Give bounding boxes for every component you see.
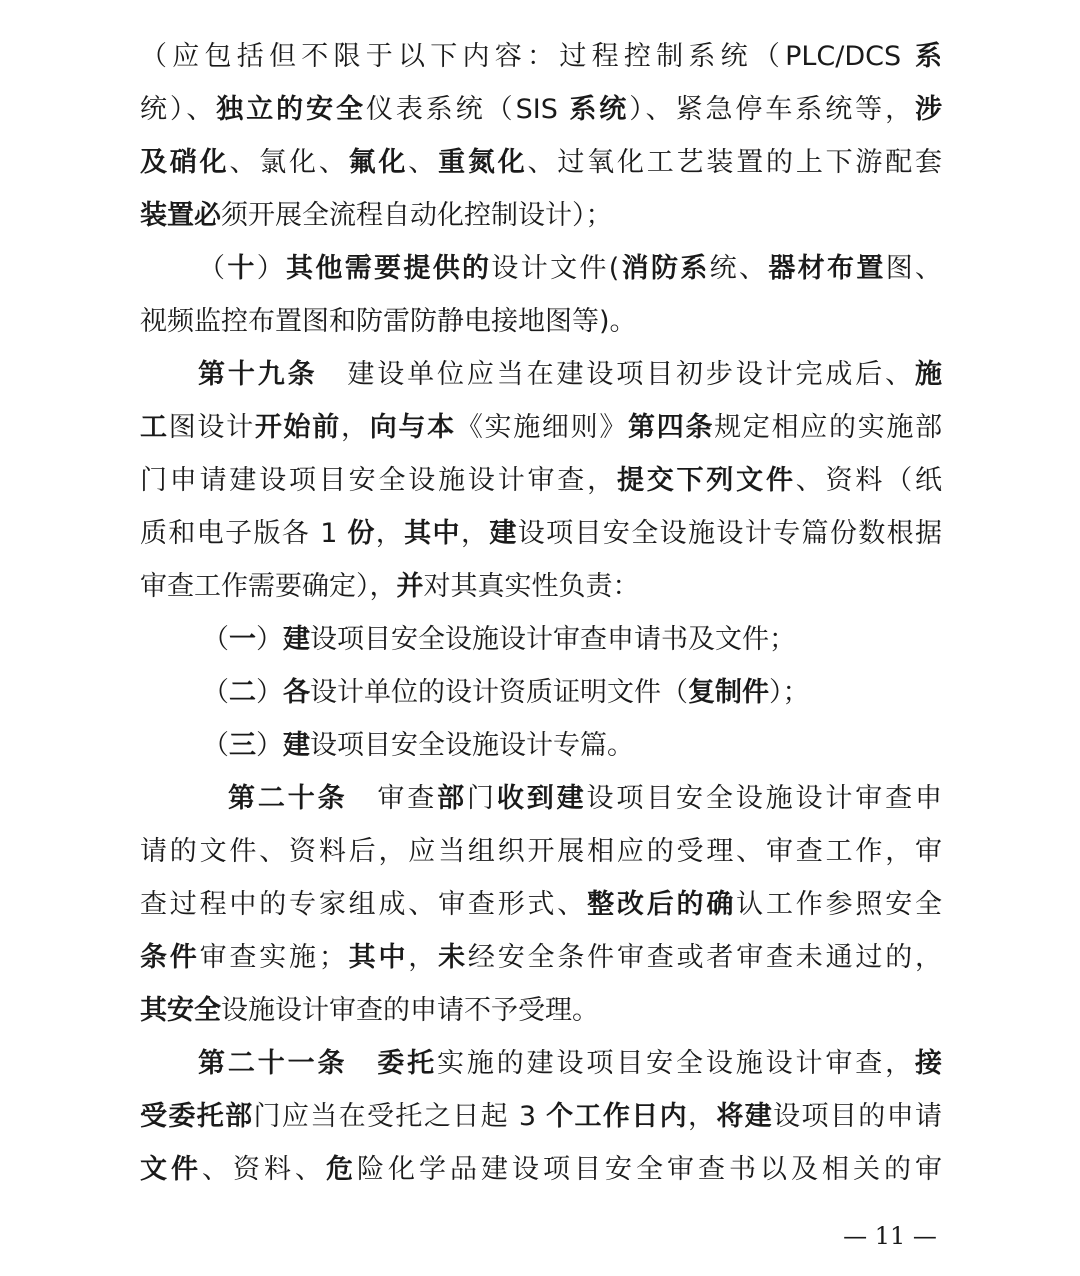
text-line <box>140 348 942 401</box>
text-line <box>140 719 942 772</box>
bold-text-segment: 消防系 <box>619 253 710 284</box>
text-line <box>140 454 942 507</box>
bold-text-segment: 一 <box>229 624 256 655</box>
text-segment: 设项目安全设施设计专篇份数根据 <box>517 518 943 549</box>
bold-text-segment: 危 <box>326 1154 357 1185</box>
text-segment: 门应当在受托之日起 3 <box>253 1101 547 1132</box>
text-segment: 、 <box>408 147 439 178</box>
text-segment: 、资料、 <box>202 1154 326 1185</box>
bold-text-segment: 第四条 <box>628 412 715 443</box>
bold-text-segment: 氟化 <box>348 147 409 178</box>
text-segment: ， <box>687 1101 717 1132</box>
text-segment: 设施设计审查的申请不予受理。 <box>221 995 599 1026</box>
bold-text-segment: 其中 <box>404 518 461 549</box>
text-segment: ） <box>256 253 287 284</box>
text-line <box>140 242 942 295</box>
text-line <box>140 189 942 242</box>
text-segment: 、资料（纸 <box>795 465 943 496</box>
text-segment: 门申请建设项目安全设施设计审查， <box>140 465 617 496</box>
text-segment: （ <box>202 624 229 655</box>
text-segment: 、氯化、 <box>229 147 349 178</box>
bold-text-segment: 器材布置 <box>768 253 886 284</box>
text-line <box>140 1143 942 1196</box>
text-line <box>140 30 942 83</box>
text-segment: 质和电子版各 1 <box>140 518 348 549</box>
text-line <box>140 83 942 136</box>
document-body <box>140 30 942 1196</box>
bold-text-segment: 个工作日内 <box>546 1101 688 1132</box>
text-line <box>140 507 942 560</box>
bold-text-segment: 接 <box>915 1048 942 1079</box>
text-segment: 、过氧化工艺装置的上下游配套 <box>527 147 943 178</box>
bold-text-segment: 建 <box>489 518 518 549</box>
text-segment: ） <box>256 730 283 761</box>
text-line <box>140 560 942 613</box>
text-line <box>140 878 942 931</box>
bold-text-segment: 涉 <box>915 94 943 125</box>
text-segment: 图、 <box>885 253 943 284</box>
text-segment: 查过程中的专家组成、审查形式、 <box>140 889 588 920</box>
text-segment: 审查实施； <box>199 942 346 973</box>
text-segment: 请的文件、资料后，应当组织开展相应的受理、审查工作，审 <box>140 836 942 867</box>
text-segment: 《实施细则》 <box>455 412 629 443</box>
text-segment: 门 <box>466 783 497 814</box>
text-segment: （ <box>202 730 229 761</box>
text-segment: （应包括但不限于以下内容：过程控制系统（PLC/DCS <box>140 41 915 72</box>
text-segment: ） <box>256 624 283 655</box>
bold-text-segment: 系 <box>915 41 942 72</box>
bold-text-segment: 系统 <box>569 94 630 125</box>
bold-text-segment: 装置必 <box>140 200 221 231</box>
bold-text-segment: 工 <box>140 412 169 443</box>
text-segment: 仪表系统（SIS <box>365 94 570 125</box>
text-segment: 设项目安全设施设计专篇。 <box>310 730 634 761</box>
page-number: — 11 — <box>843 1222 937 1250</box>
bold-text-segment: 建 <box>283 730 310 761</box>
text-line <box>140 136 942 189</box>
bold-text-segment: 第二十条 <box>228 783 348 814</box>
text-line <box>140 1037 942 1090</box>
text-segment: 审查工作需要确定）， <box>140 571 397 602</box>
bold-text-segment: 复制件 <box>688 677 769 708</box>
text-segment: 设计单位的设计资质证明文件（ <box>310 677 688 708</box>
bold-text-segment: 重氮化 <box>438 147 528 178</box>
text-segment: ）； <box>769 677 810 708</box>
bold-text-segment: 并 <box>396 571 424 602</box>
bold-text-segment: 各 <box>283 677 310 708</box>
text-segment: 实施的建设项目安全设施设计审查， <box>437 1048 915 1079</box>
bold-text-segment: 未 <box>438 942 468 973</box>
text-line <box>140 931 942 984</box>
text-segment: 经安全条件审查或者审查未通过的， <box>467 942 943 973</box>
text-line <box>140 825 942 878</box>
bold-text-segment: 三 <box>229 730 256 761</box>
bold-text-segment: 文件 <box>140 1154 202 1185</box>
bold-text-segment: 其中 <box>345 942 409 973</box>
bold-text-segment: 提交下列文件 <box>616 465 796 496</box>
bold-text-segment: 部 <box>437 783 467 814</box>
text-segment: （ <box>198 253 228 284</box>
text-segment: 视频监控布置图和防雷防静电接地图等)。 <box>140 306 637 337</box>
bold-text-segment: 开始前 <box>254 412 341 443</box>
text-segment: ）、紧急停车系统等， <box>629 94 916 125</box>
bold-text-segment: 及硝化 <box>140 147 230 178</box>
text-segment: 设项目的申请 <box>773 1101 943 1132</box>
text-segment: 审查 <box>347 783 438 814</box>
bold-text-segment: 受委托部 <box>140 1101 254 1132</box>
bold-text-segment: 将建 <box>716 1101 774 1132</box>
text-line <box>140 401 942 454</box>
bold-text-segment: 建 <box>283 624 310 655</box>
bold-text-segment: 第十九条 <box>198 359 318 390</box>
text-segment: ， <box>460 518 490 549</box>
bold-text-segment: 独立的安全 <box>216 94 366 125</box>
text-segment: 须开展全流程自动化控制设计）； <box>221 200 613 231</box>
bold-text-segment: 向与本 <box>369 412 456 443</box>
text-segment: ， <box>340 412 370 443</box>
bold-text-segment: 十 <box>227 253 257 284</box>
bold-text-segment: 其他需要提供的 <box>286 253 492 284</box>
text-line <box>140 1090 942 1143</box>
bold-text-segment: 其安全 <box>140 995 221 1026</box>
bold-text-segment: 第二十一条 <box>198 1048 348 1079</box>
text-segment: ， <box>408 942 439 973</box>
text-segment: 对其真实性负责： <box>423 571 640 602</box>
text-segment: 认工作参照安全 <box>736 889 943 920</box>
bold-text-segment: 份 <box>347 518 376 549</box>
bold-text-segment: 收到建 <box>496 783 587 814</box>
bold-text-segment: 二 <box>229 677 256 708</box>
text-segment: ， <box>375 518 405 549</box>
text-line <box>140 295 942 348</box>
text-line <box>140 984 942 1037</box>
text-segment: 统）、 <box>140 94 217 125</box>
text-segment: 图设计 <box>168 412 255 443</box>
text-segment: 设项目安全设施设计审查申请书及文件； <box>310 624 796 655</box>
text-line <box>140 666 942 719</box>
text-segment: 建设单位应当在建设项目初步设计完成后、 <box>317 359 915 390</box>
bold-text-segment: 施 <box>915 359 942 390</box>
text-line <box>140 772 942 825</box>
bold-text-segment: 条件 <box>140 942 200 973</box>
text-segment: 设项目安全设施设计审查申 <box>586 783 943 814</box>
bold-text-segment: 整改后的确 <box>587 889 737 920</box>
text-segment: ） <box>256 677 283 708</box>
bold-text-segment: 委托 <box>377 1048 437 1079</box>
text-segment: 统、 <box>709 253 769 284</box>
text-segment: 设计文件( <box>491 253 620 284</box>
text-segment <box>347 1048 377 1079</box>
text-segment: （ <box>202 677 229 708</box>
text-segment: 规定相应的实施部 <box>714 412 943 443</box>
text-segment: 险化学品建设项目安全审查书以及相关的审 <box>357 1154 942 1185</box>
text-line <box>140 613 942 666</box>
